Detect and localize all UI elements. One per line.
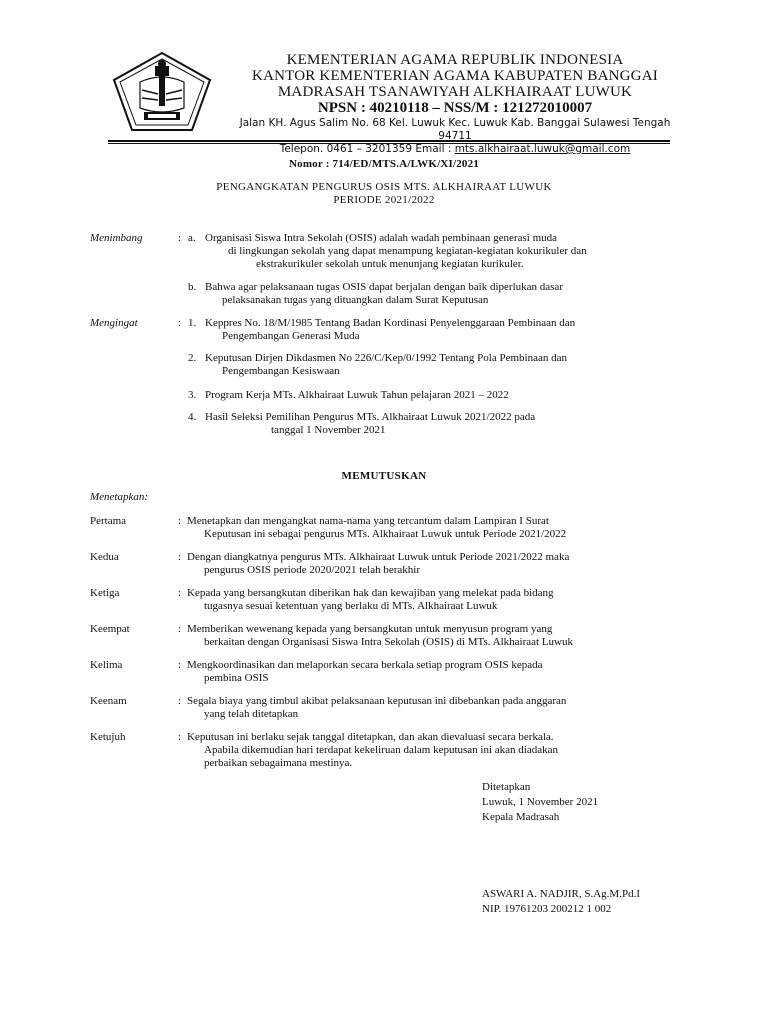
text-line: Pengembangan Kesiswaan	[222, 365, 340, 377]
text-line: Menetapkan dan mengangkat nama-nama yang tercantum dalam Lampiran I Surat	[187, 515, 549, 527]
title-line1: PENGANGKATAN PENGURUS OSIS MTS. ALKHAIRAAT LUWUK	[216, 181, 552, 193]
ditetapkan-label: Ditetapkan	[482, 781, 531, 793]
decision-label-keempat: Keempat	[90, 623, 130, 635]
text-line: Organisasi Siswa Intra Sekolah (OSIS) adalah wadah pembinaan generasi muda	[205, 232, 558, 244]
mengingat-colon: :	[178, 317, 182, 329]
menimbang-b-num: b.	[188, 281, 197, 293]
menimbang-colon: :	[178, 232, 182, 244]
text-line: Keputusan Dirjen Dikdasmen No 226/C/Kep/0/1992 Tentang Pola Pembinaan dan	[205, 352, 567, 364]
letterhead-line2: KANTOR KEMENTERIAN AGAMA KABUPATEN BANGGAI	[252, 68, 658, 84]
text-line: Dengan diangkatnya pengurus MTs. Alkhairaat Luwuk untuk Periode 2021/2022 maka	[187, 551, 570, 563]
text-line: pengurus OSIS periode 2020/2021 telah berakhir	[204, 564, 420, 576]
document-title	[0, 181, 768, 207]
letterhead-address: Jalan KH. Agus Salim No. 68 Kel. Luwuk Kec. Luwuk Kab. Banggai Sulawesi Tengah 94711	[239, 117, 671, 142]
decision-colon: :	[178, 551, 182, 563]
text-line: Program Kerja MTs. Alkhairaat Luwuk Tahun pelajaran 2021 – 2022	[205, 389, 509, 401]
decision-label-ketiga: Ketiga	[90, 587, 120, 599]
memutuskan-heading: MEMUTUSKAN	[341, 470, 427, 482]
text-line: Memberikan wewenang kepada yang bersangkutan untuk menyusun program yang	[187, 623, 553, 635]
decision-text-pertama	[187, 515, 667, 541]
mengingat-1-text	[205, 317, 665, 343]
mengingat-1-num: 1.	[188, 317, 197, 329]
text-line: di lingkungan sekolah yang dapat menampung kegiatan-kegiatan kokurikuler dan	[228, 245, 587, 257]
decision-text-ketujuh	[187, 731, 667, 770]
letterhead-contact	[230, 143, 680, 156]
decision-text-ketiga	[187, 587, 667, 613]
text-line: Kepada yang bersangkutan diberikan hak dan kewajiban yang melekat pada bidang	[187, 587, 554, 599]
text-line: berkaitan dengan Organisasi Siswa Intra Sekolah (OSIS) di MTs. Alkhairaat Luwuk	[204, 636, 573, 648]
menimbang-a-text	[205, 232, 665, 271]
decision-label-pertama: Pertama	[90, 515, 127, 527]
mengingat-4-text	[205, 411, 665, 437]
text-line: tugasnya sesuai ketentuan yang berlaku di MTs. Alkhairaat Luwuk	[204, 600, 498, 612]
mengingat-2-text	[205, 352, 665, 378]
text-line: Apabila dikemudian hari terdapat kekeliruan dalam keputusan ini akan diadakan	[204, 744, 559, 756]
text-line: pembina OSIS	[204, 672, 269, 684]
text-line: yang telah ditetapkan	[204, 708, 299, 720]
place-date: Luwuk, 1 November 2021	[482, 796, 599, 808]
title-line2: PERIODE 2021/2022	[333, 194, 435, 206]
text-line: Keputusan ini berlaku sejak tanggal ditetapkan, dan akan dievaluasi secara berkala.	[187, 731, 554, 743]
decision-colon: :	[178, 587, 182, 599]
decision-text-kelima	[187, 659, 667, 685]
text-line: Keppres No. 18/M/1985 Tentang Badan Kordinasi Penyelenggaraan Pembinaan dan	[205, 317, 576, 329]
decision-label-ketujuh: Ketujuh	[90, 731, 126, 743]
menetapkan-label: Menetapkan:	[90, 491, 149, 503]
decision-label-keenam: Keenam	[90, 695, 127, 707]
signer-position: Kepala Madrasah	[482, 811, 560, 823]
decision-text-keempat	[187, 623, 667, 649]
menimbang-b-text	[205, 281, 665, 307]
text-line: ekstrakurikuler sekolah untuk menunjang kegiatan kurikuler.	[256, 258, 524, 270]
menimbang-a-num: a.	[188, 232, 196, 244]
letterhead-npsn: NPSN : 40210118 – NSS/M : 121272010007	[317, 100, 593, 116]
signature-block	[482, 780, 598, 825]
text-line: Segala biaya yang timbul akibat pelaksanaan keputusan ini dibebankan pada anggaran	[187, 695, 567, 707]
decision-colon: :	[178, 695, 182, 707]
mengingat-3-text	[205, 389, 665, 402]
text-line: pelaksanakan tugas yang dituangkan dalam Surat Keputusan	[222, 294, 489, 306]
text-line: Pengembangan Generasi Muda	[222, 330, 360, 342]
header-rule	[108, 140, 670, 142]
letterhead-email[interactable]: mts.alkhairaat.luwuk@gmail.com	[454, 143, 631, 155]
letterhead-line3: MADRASAH TSANAWIYAH ALKHAIRAAT LUWUK	[277, 84, 633, 100]
decision-label-kedua: Kedua	[90, 551, 119, 563]
decision-colon: :	[178, 623, 182, 635]
header-rule-thin	[108, 143, 670, 144]
decision-text-keenam	[187, 695, 667, 721]
decision-colon: :	[178, 731, 182, 743]
signer-name: ASWARI A. NADJIR, S.Ag.M.Pd.I	[482, 888, 640, 900]
letterhead-phone: Telepon. 0461 – 3201359 Email :	[279, 143, 455, 155]
text-line: Hasil Seleksi Pemilihan Pengurus MTs. Alkhairaat Luwuk 2021/2022 pada	[205, 411, 536, 423]
decision-colon: :	[178, 659, 182, 671]
decision-label-kelima: Kelima	[90, 659, 123, 671]
letter-number: Nomor : 714/ED/MTS.A/LWK/XI/2021	[288, 158, 480, 170]
text-line: Mengkoordinasikan dan melaporkan secara berkala setiap program OSIS kepada	[187, 659, 543, 671]
letterhead-line1: KEMENTERIAN AGAMA REPUBLIK INDONESIA	[286, 52, 624, 68]
mengingat-label: Mengingat	[90, 317, 138, 329]
decision-colon: :	[178, 515, 182, 527]
text-line: Bahwa agar pelaksanaan tugas OSIS dapat berjalan dengan baik diperlukan dasar	[205, 281, 563, 293]
menimbang-label: Menimbang	[90, 232, 143, 244]
text-line: Keputusan ini sebagai pengurus MTs. Alkhairaat Luwuk untuk Periode 2021/2022	[204, 528, 567, 540]
mengingat-2-num: 2.	[188, 352, 197, 364]
text-line: perbaikan sebagaimana mestinya.	[204, 757, 353, 769]
ministry-logo	[110, 50, 214, 134]
signer-nip: NIP. 19761203 200212 1 002	[482, 903, 612, 915]
text-line: tanggal 1 November 2021	[271, 424, 386, 436]
mengingat-4-num: 4.	[188, 411, 197, 423]
decision-text-kedua	[187, 551, 667, 577]
signer-block	[482, 887, 640, 917]
mengingat-3-num: 3.	[188, 389, 197, 401]
